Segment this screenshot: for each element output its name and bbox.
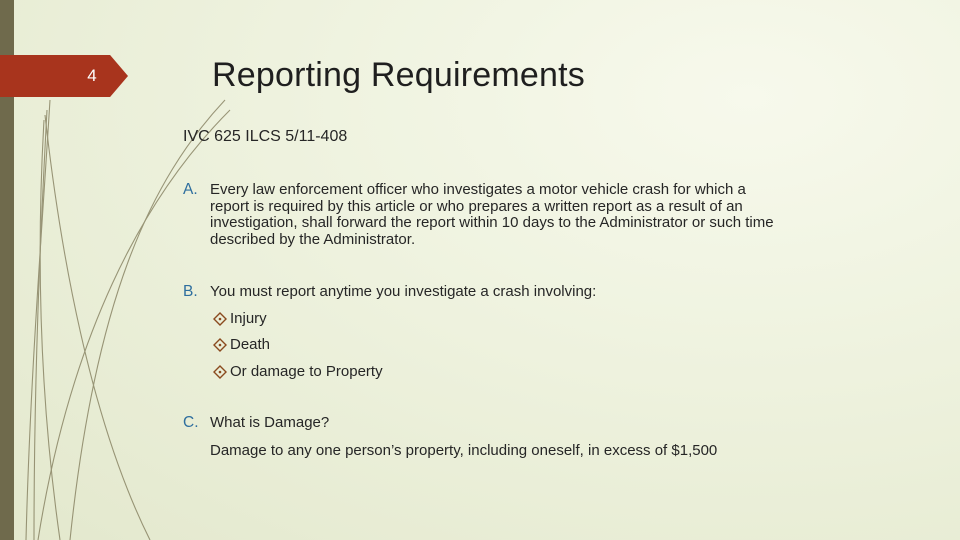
sub-bullet-injury	[212, 310, 267, 327]
diamond-outline-icon	[212, 364, 228, 380]
slide-subtitle: IVC 625 ILCS 5/11-408	[183, 128, 348, 145]
diamond-outline-icon	[212, 311, 228, 327]
list-item-text: You must report anytime you investigate a crash involving:	[210, 283, 597, 300]
list-item-text: What is Damage?	[210, 414, 330, 431]
sub-bullet-death	[212, 336, 270, 353]
list-marker: A.	[183, 181, 198, 198]
slide-number: 4	[87, 66, 97, 85]
list-marker: B.	[183, 283, 198, 300]
list-item-c	[183, 415, 783, 432]
slide-title: Reporting Requirements	[212, 56, 585, 94]
sub-bullet-text: Or damage to Property	[230, 363, 383, 380]
list-item-b	[183, 284, 783, 301]
sub-bullet-property	[212, 363, 383, 380]
sub-bullet-text: Injury	[230, 310, 267, 327]
sub-bullet-text: Death	[230, 336, 271, 353]
list-item-a	[183, 182, 783, 248]
slide-number-tab	[0, 55, 128, 97]
diamond-outline-icon	[212, 337, 228, 353]
list-item-text: Every law enforcement officer who investigates a motor vehicle crash for which a report is required by this article or who prepares a written report as a result of an investigation, shall forward the report within 10 days to the Administrator or such time described by the Administrator.	[210, 181, 774, 248]
damage-definition: Damage to any one person’s property, including oneself, in excess of $1,500	[210, 442, 718, 459]
list-marker: C.	[183, 414, 199, 431]
